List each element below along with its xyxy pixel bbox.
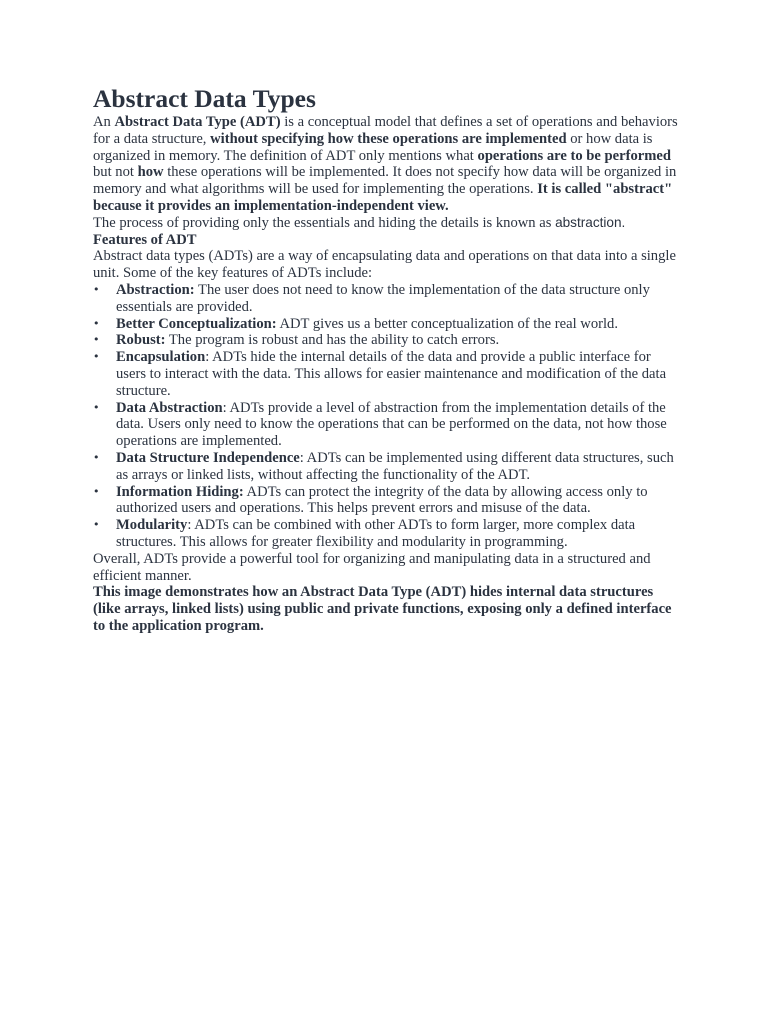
- intro-bold-how: how: [137, 164, 164, 181]
- feature-term: Encapsulation: [116, 349, 206, 366]
- intro-text-2: is a conceptual model that defines a set of operations and behaviors for a data structure,: [93, 114, 678, 147]
- intro-paragraph: [93, 114, 678, 215]
- feature-desc: The user does not need to know the implementation of the data structure only essentials are provided.: [116, 281, 650, 315]
- intro-text-5: these operations will be implemented. It does not specify how data will be organized in memory and what algorithms will be used for implementing the operations.: [93, 164, 677, 198]
- feature-desc: The program is robust and has the ability to catch errors.: [165, 332, 500, 349]
- bullet-icon: •: [93, 518, 100, 532]
- list-item: [93, 484, 678, 518]
- page-title: Abstract Data Types: [93, 84, 316, 113]
- feature-term: Data Abstraction: [116, 399, 223, 416]
- feature-term: Better Conceptualization:: [116, 315, 277, 332]
- intro-bold-adt: Abstract Data Type (ADT): [114, 114, 281, 130]
- bullet-icon: •: [93, 282, 100, 296]
- intro-text-3: or how data is organized in memory. The definition of ADT only mentions what: [93, 130, 653, 164]
- intro-text-4: but not: [93, 164, 138, 181]
- list-item: [93, 282, 678, 316]
- feature-desc: : ADTs can be implemented using different data structures, such as arrays or linked lists, without affecting the functionality of the ADT.: [116, 449, 674, 483]
- intro-text-1: An: [93, 114, 115, 130]
- image-caption-text: This image demonstrates how an Abstract Data Type (ADT) hides internal data structures (like arrays, linked lists) using public and private functions, exposing only a defined interface to the application program.: [93, 584, 672, 634]
- intro-bold-without: without specifying how these operations are implemented: [210, 130, 567, 147]
- feature-term: Modularity: [116, 517, 188, 534]
- abstraction-paragraph: [93, 215, 678, 232]
- list-item: [93, 332, 678, 349]
- features-list: [93, 282, 678, 551]
- feature-desc: ADT gives us a better conceptualization of the real world.: [276, 315, 618, 332]
- bullet-icon: •: [93, 400, 100, 414]
- list-item: [93, 349, 678, 399]
- feature-desc: : ADTs provide a level of abstraction from the implementation details of the data. Users only need to know the operations that can be performed on the data, not how those operations are implemented.: [116, 399, 667, 450]
- features-intro: Abstract data types (ADTs) are a way of encapsulating data and operations on that data into a single unit. Some of the key features of ADTs include:: [93, 248, 676, 282]
- feature-term: Information Hiding:: [116, 483, 244, 500]
- overall-paragraph: Overall, ADTs provide a powerful tool for organizing and manipulating data in a structured and efficient manner.: [93, 550, 651, 584]
- image-caption: [93, 584, 678, 634]
- feature-desc: ADTs can protect the integrity of the data by allowing access only to authorized users and operations. This helps prevent errors and misuse of the data.: [116, 483, 648, 517]
- document-page: [93, 84, 678, 635]
- abstraction-text: The process of providing only the essentials and hiding the details is known as: [93, 214, 556, 231]
- bullet-icon: •: [93, 333, 100, 347]
- feature-term: Abstraction:: [116, 281, 195, 298]
- intro-bold-abstract: It is called "abstract" because it provides an implementation-independent view.: [93, 181, 673, 214]
- abstraction-term: abstraction.: [555, 214, 626, 230]
- feature-desc: : ADTs hide the internal details of the data and provide a public interface for users to interact with the data. This allows for easier maintenance and modification of the data structure.: [116, 349, 667, 399]
- bullet-icon: •: [93, 350, 100, 364]
- feature-term: Robust:: [116, 332, 166, 349]
- features-heading: Features of ADT: [93, 231, 197, 248]
- intro-bold-operations: operations are to be performed: [477, 147, 671, 164]
- list-item: [93, 400, 678, 450]
- bullet-icon: •: [93, 450, 100, 464]
- feature-term: Data Structure Independence: [116, 449, 300, 466]
- list-item: [93, 450, 678, 484]
- bullet-icon: •: [93, 484, 100, 498]
- feature-desc: : ADTs can be combined with other ADTs to form larger, more complex data structures. This allows for greater flexibility and modularity in programming.: [116, 517, 636, 550]
- list-item: [93, 517, 678, 551]
- list-item: [93, 316, 678, 333]
- bullet-icon: •: [93, 316, 100, 330]
